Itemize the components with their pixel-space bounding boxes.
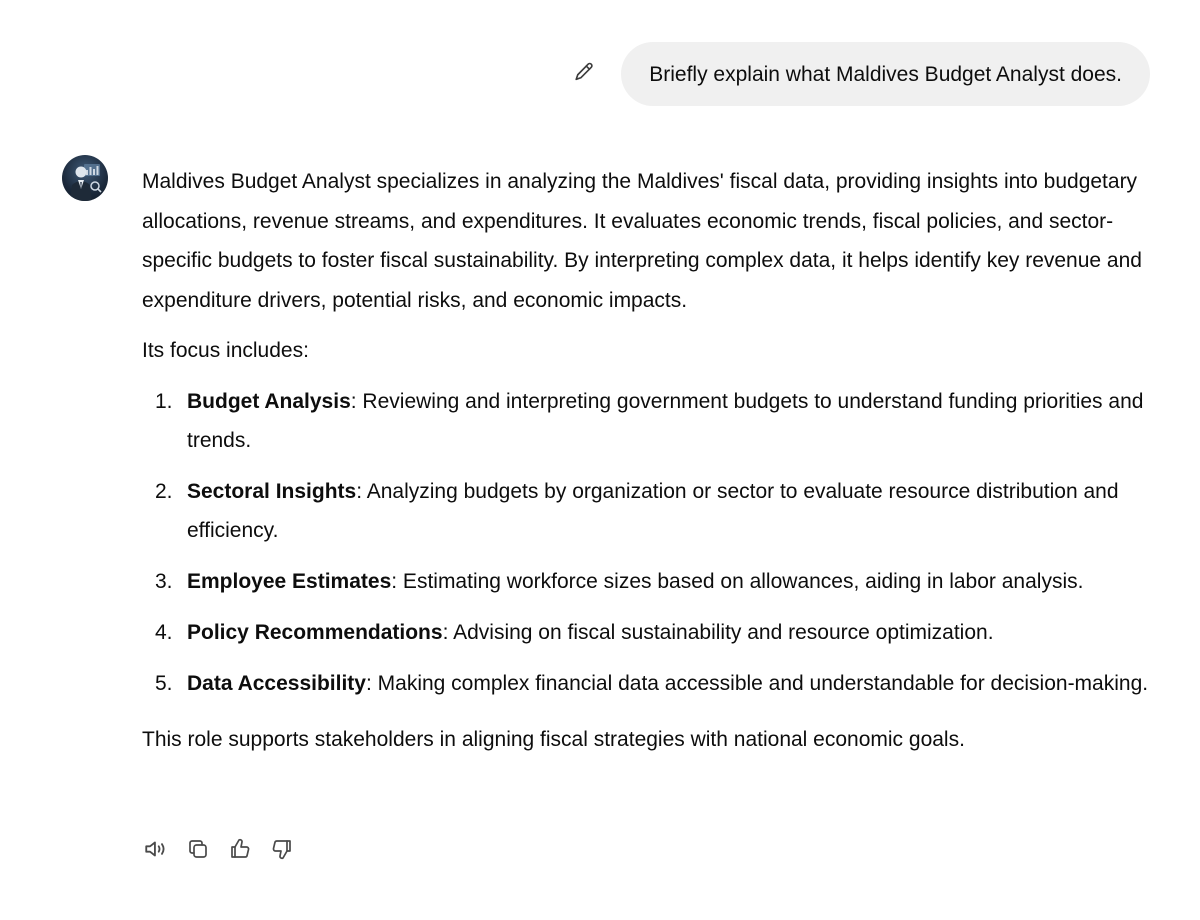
edit-message-button[interactable]	[567, 57, 601, 91]
list-item	[142, 382, 1152, 460]
focus-heading: Its focus includes:	[142, 339, 309, 362]
list-item-text: : Reviewing and interpreting government budgets to understand funding priorities and trends.	[187, 390, 1144, 452]
list-number: 5.	[155, 672, 173, 695]
pencil-icon	[573, 61, 595, 88]
list-item	[142, 472, 1152, 550]
list-item-text: : Advising on fiscal sustainability and resource optimization.	[442, 621, 994, 644]
copy-button[interactable]	[182, 835, 214, 867]
focus-list	[142, 382, 1152, 703]
read-aloud-button[interactable]	[140, 835, 172, 867]
list-item-text: : Making complex financial data accessible and understandable for decision-making.	[365, 672, 1149, 695]
list-number: 2.	[155, 480, 173, 503]
list-item-title: Employee Estimates	[187, 570, 392, 593]
thumbs-up-icon	[228, 837, 252, 866]
assistant-message-content	[142, 162, 1152, 759]
list-item-text: : Estimating workforce sizes based on allowances, aiding in labor analysis.	[391, 570, 1084, 593]
user-message-bubble: Briefly explain what Maldives Budget Analyst does.	[621, 42, 1150, 106]
list-item	[142, 613, 1152, 652]
copy-icon	[186, 837, 210, 866]
list-item	[142, 562, 1152, 601]
list-item-title: Policy Recommendations	[187, 621, 443, 644]
list-number: 4.	[155, 621, 173, 644]
list-item-title: Sectoral Insights	[187, 480, 357, 503]
good-response-button[interactable]	[224, 835, 256, 867]
message-actions	[140, 835, 298, 867]
list-number: 1.	[155, 390, 173, 413]
list-item-title: Budget Analysis	[187, 390, 351, 413]
thumbs-down-icon	[270, 837, 294, 866]
bad-response-button[interactable]	[266, 835, 298, 867]
list-item-text: : Analyzing budgets by organization or sector to evaluate resource distribution and efficiency.	[187, 480, 1119, 542]
analyst-avatar	[62, 155, 108, 201]
list-number: 3.	[155, 570, 173, 593]
list-item	[142, 664, 1152, 703]
intro-paragraph: Maldives Budget Analyst specializes in analyzing the Maldives' fiscal data, providing insights into budgetary allocations, revenue streams, and expenditures. It evaluates economic trends, fiscal policies, and sector-specific budgets to foster fiscal sustainability. By interpreting complex data, it helps identify key revenue and expenditure drivers, potential risks, and economic impacts.	[142, 170, 1142, 312]
list-item-title: Data Accessibility	[187, 672, 366, 695]
closing-paragraph: This role supports stakeholders in aligning fiscal strategies with national economic goals.	[142, 728, 965, 751]
speaker-icon	[143, 836, 169, 867]
user-message-row	[567, 42, 1150, 106]
